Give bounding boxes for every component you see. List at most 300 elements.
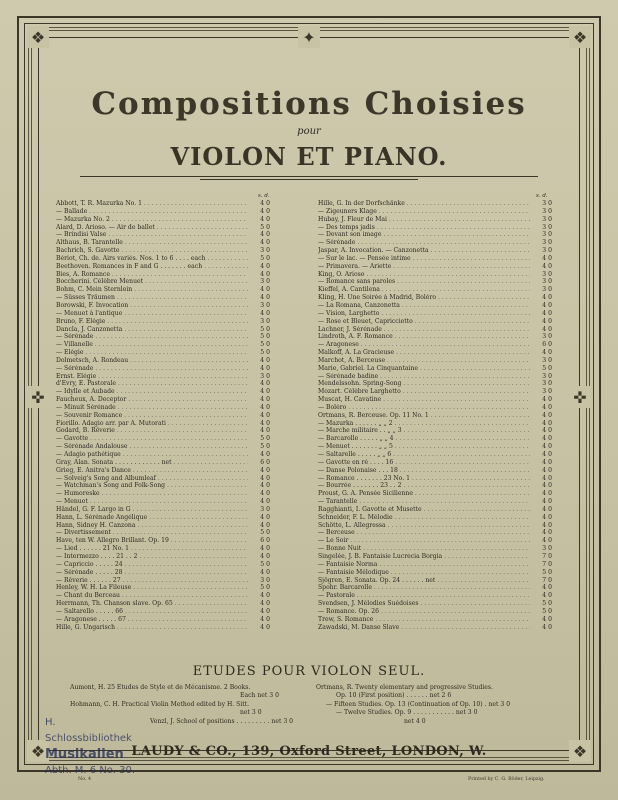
entry-title: — Aragonese . . . . . 67 . . . bbox=[56, 616, 248, 624]
catalog-entry bbox=[56, 357, 270, 365]
catalog-entry bbox=[56, 577, 270, 585]
entry-price: 4 0 bbox=[260, 380, 270, 388]
catalog-entry bbox=[318, 443, 552, 451]
entry-price: 4 0 bbox=[260, 615, 270, 623]
entry-title: Spohr. Barcarolle . . . bbox=[318, 584, 530, 592]
catalog-entry bbox=[56, 239, 270, 247]
catalog-entry bbox=[56, 608, 270, 616]
entry-price: 4 0 bbox=[260, 270, 270, 278]
entry-title: — Mazurka No. 2 . . . bbox=[56, 216, 248, 224]
catalog-entry bbox=[56, 255, 270, 263]
entry-price: 3 0 bbox=[542, 545, 552, 553]
entry-title: Borowski, F. Invocation . . . bbox=[56, 302, 248, 310]
entry-price: 4 0 bbox=[260, 200, 270, 207]
plate-number: No. 4 bbox=[78, 777, 92, 782]
catalog-entry bbox=[318, 420, 552, 428]
catalog-entry bbox=[56, 553, 270, 561]
entry-title: — Chant du Berceau . . . bbox=[56, 592, 248, 600]
catalog-entry bbox=[318, 569, 552, 577]
entry-price: 3 0 bbox=[542, 286, 552, 294]
catalog-entry bbox=[56, 545, 270, 553]
entry-price: 4 0 bbox=[542, 482, 552, 490]
currency-header-right: s. d. bbox=[536, 193, 548, 199]
catalog-entry bbox=[56, 514, 270, 522]
entry-price: 4 0 bbox=[260, 451, 270, 458]
entry-price: 4 0 bbox=[260, 286, 270, 294]
catalog-entry bbox=[56, 498, 270, 506]
catalog-entry bbox=[56, 592, 270, 600]
entry-title: — Lied . . . . . . 21 No. 1 . . . bbox=[56, 545, 248, 553]
entry-title: — Sérénade . . . bbox=[318, 239, 530, 247]
catalog-entry bbox=[56, 373, 270, 381]
etudes-line: net 4 0 bbox=[404, 718, 426, 725]
catalog-entry bbox=[56, 451, 270, 459]
entry-title: — Danse Polonaise . . . 18 . . . bbox=[318, 467, 530, 475]
entry-price: 4 0 bbox=[260, 388, 270, 396]
entry-title: — Le Soir . . . bbox=[318, 537, 530, 545]
page-title: Compositions Choisies bbox=[91, 86, 527, 122]
catalog-entry bbox=[318, 380, 552, 388]
entry-title: King, O. Arioso . . . bbox=[318, 271, 530, 279]
entry-price: 4 0 bbox=[542, 451, 552, 458]
entry-title: Henley, W. H. La Fileuse . . . bbox=[56, 584, 248, 592]
entry-title: Bohm, C. Mein Sternlein . . . bbox=[56, 286, 248, 294]
catalog-entry bbox=[318, 286, 552, 294]
catalog-entry bbox=[56, 459, 270, 467]
entry-title: — Sérénade . . . bbox=[56, 333, 248, 341]
catalog-entry bbox=[318, 467, 552, 475]
catalog-entry bbox=[318, 545, 552, 553]
catalog-entry bbox=[56, 302, 270, 310]
entry-price: 4 0 bbox=[260, 513, 270, 521]
entry-title: — Menuet . . . . . . . „ „ 5 . . . bbox=[318, 443, 530, 451]
entry-price: 4 0 bbox=[260, 427, 270, 435]
entry-title: Svendsen, J. Mélodies Suédoises . . . bbox=[318, 600, 530, 608]
etudes-line: — Fifteen Studies. Op. 13 (Continuation of Op. 10) . net 3 0 bbox=[326, 701, 511, 708]
catalog-entry bbox=[318, 427, 552, 435]
entry-title: — Romance. Op. 26 . . . bbox=[318, 608, 530, 616]
catalog-entry bbox=[56, 506, 270, 514]
entry-title: — Saltarello . . . . . 66 . . . bbox=[56, 608, 248, 616]
catalog-entry bbox=[56, 624, 270, 632]
entry-price: 3 0 bbox=[542, 215, 552, 223]
catalog-entry bbox=[318, 294, 552, 302]
catalog-right-column bbox=[318, 200, 552, 631]
entry-title: Alard, D. Arioso. — Air de ballet . . . bbox=[56, 224, 248, 232]
entry-title: Hann, L. Sérénade Angélique . . . bbox=[56, 514, 248, 522]
entry-price: 5 0 bbox=[260, 254, 270, 262]
stamp-line: Musikalien bbox=[45, 747, 124, 762]
entry-title: — Souvenir Romance . . . bbox=[56, 412, 248, 420]
catalog-entry bbox=[56, 326, 270, 334]
entry-title: Singelée, J. B. Fantaisie Lucrecia Borgia . . . bbox=[318, 553, 530, 561]
catalog-entry bbox=[56, 349, 270, 357]
entry-title: Godard, B. Rêverie . . . bbox=[56, 427, 248, 435]
entry-price: 4 0 bbox=[260, 294, 270, 302]
entry-title: — Idylle et Aubade . . . bbox=[56, 388, 248, 396]
entry-title: — Intermezzo . . . . 21 . . 2 . . . bbox=[56, 553, 248, 561]
entry-title: — Brindisi Valse . . . bbox=[56, 231, 248, 239]
entry-price: 4 0 bbox=[542, 592, 552, 600]
entry-price: 4 0 bbox=[542, 458, 552, 466]
catalog-entry bbox=[318, 600, 552, 608]
entry-title: Dolmetsch, A. Rondeau . . . bbox=[56, 357, 248, 365]
catalog-entry bbox=[318, 373, 552, 381]
catalog-entry bbox=[56, 208, 270, 216]
entry-price: 7 0 bbox=[542, 560, 552, 568]
entry-title: — Mazurka . . . . . . „ „ 2 . . . bbox=[318, 420, 530, 428]
entry-price: 4 0 bbox=[260, 262, 270, 270]
catalog-entry bbox=[56, 310, 270, 318]
entry-price: 4 0 bbox=[260, 207, 270, 215]
entry-price: 6 0 bbox=[260, 537, 270, 545]
catalog-entry bbox=[318, 514, 552, 522]
entry-title: — Sérénade . . . bbox=[56, 365, 248, 373]
entry-price: 4 0 bbox=[542, 537, 552, 545]
catalog-entry bbox=[56, 537, 270, 545]
entry-title: — Villanelle . . . bbox=[56, 341, 248, 349]
entry-title: Schneider, F. L. Mélodie . . . bbox=[318, 514, 530, 522]
catalog-entry bbox=[318, 506, 552, 514]
entry-price: 5 0 bbox=[542, 607, 552, 615]
entry-title: — La Romana, Canzonetta . . . bbox=[318, 302, 530, 310]
entry-price: 3 0 bbox=[542, 356, 552, 364]
entry-price: 3 0 bbox=[542, 223, 552, 231]
entry-price: 4 0 bbox=[260, 607, 270, 615]
entry-title: Ortmans, R. Berceuse. Op. 11 No. 1 . . . bbox=[318, 412, 530, 420]
entry-price: 4 0 bbox=[542, 396, 552, 404]
entry-price: 7 0 bbox=[542, 552, 552, 560]
entry-price: 4 0 bbox=[260, 466, 270, 474]
entry-title: — Süsses Träumen . . . bbox=[56, 294, 248, 302]
entry-title: — Des temps jadis . . . bbox=[318, 224, 530, 232]
catalog-entry bbox=[318, 231, 552, 239]
entry-price: 4 0 bbox=[542, 466, 552, 474]
top-ornament-icon: ✦ bbox=[298, 26, 320, 48]
title-pour: pour bbox=[297, 126, 321, 137]
entry-price: 3 0 bbox=[260, 317, 270, 325]
entry-price: 4 0 bbox=[542, 294, 552, 302]
entry-title: Sjögren, E. Sonata. Op. 24 . . . . . . net . . . bbox=[318, 577, 530, 585]
catalog-entry bbox=[318, 357, 552, 365]
catalog-entry bbox=[56, 294, 270, 302]
catalog-entry bbox=[318, 490, 552, 498]
etudes-heading: ETUDES POUR VIOLON SEUL. bbox=[192, 664, 426, 679]
entry-price: 4 0 bbox=[542, 427, 552, 435]
entry-title: — Tarantelle . . . bbox=[318, 498, 530, 506]
entry-title: Proust, G. A. Pensée Sicilienne . . . bbox=[318, 490, 530, 498]
catalog-entry bbox=[56, 420, 270, 428]
catalog-entry bbox=[56, 200, 270, 208]
catalog-entry bbox=[318, 388, 552, 396]
catalog-entry bbox=[318, 365, 552, 373]
entry-price: 3 0 bbox=[260, 576, 270, 584]
entry-title: — Primavera. — Ariette . . . bbox=[318, 263, 530, 271]
catalog-entry bbox=[318, 435, 552, 443]
entry-title: — Bourrée . . . . . . . 23 . . 2 . . . bbox=[318, 482, 530, 490]
catalog-entry bbox=[56, 388, 270, 396]
entry-price: 4 0 bbox=[542, 474, 552, 482]
catalog-entry bbox=[318, 616, 552, 624]
etudes-line: Hohmann, C. H. Practical Violin Method edited by H. Sitt. bbox=[70, 701, 250, 708]
entry-title: Bruno, F. Elégie . . . bbox=[56, 318, 248, 326]
catalog-entry bbox=[318, 247, 552, 255]
entry-price: 3 0 bbox=[542, 278, 552, 286]
entry-title: Zawadski, M. Danse Slave . . . bbox=[318, 624, 530, 632]
divider bbox=[200, 179, 418, 180]
entry-title: — Rêverie . . . . . . 27 . . . bbox=[56, 577, 248, 585]
catalog-entry bbox=[318, 404, 552, 412]
entry-price: 3 0 bbox=[542, 200, 552, 207]
catalog-entry bbox=[318, 396, 552, 404]
catalog-entry bbox=[56, 396, 270, 404]
entry-price: 3 0 bbox=[542, 270, 552, 278]
entry-price: 5 0 bbox=[260, 443, 270, 451]
side-ornament-icon: ✜ bbox=[27, 386, 49, 408]
entry-title: Abbott, T. R. Mazurka No. 1 . . . bbox=[56, 200, 248, 208]
entry-title: Muscat, H. Cavatine . . . bbox=[318, 396, 530, 404]
entry-title: Herrmann, Th. Chanson slave. Op. 65 . . . bbox=[56, 600, 248, 608]
catalog-entry bbox=[56, 616, 270, 624]
entry-title: Lachner, J. Sérénade . . . bbox=[318, 326, 530, 334]
entry-price: 3 0 bbox=[542, 372, 552, 380]
catalog-entry bbox=[318, 255, 552, 263]
entry-title: Althaus, B. Tarantelle . . . bbox=[56, 239, 248, 247]
entry-title: — Minuit Sérénade . . . bbox=[56, 404, 248, 412]
entry-price: 4 0 bbox=[260, 239, 270, 247]
catalog-entry bbox=[56, 600, 270, 608]
entry-price: 3 0 bbox=[542, 207, 552, 215]
catalog-entry bbox=[56, 404, 270, 412]
entry-price: 4 0 bbox=[542, 490, 552, 498]
entry-title: — Capriccio . . . . . 24 . . . bbox=[56, 561, 248, 569]
entry-price: 4 0 bbox=[260, 215, 270, 223]
entry-price: 5 0 bbox=[260, 325, 270, 333]
entry-price: 4 0 bbox=[542, 254, 552, 262]
entry-title: Mozart. Célèbre Larghetto . . . bbox=[318, 388, 530, 396]
catalog-left-column bbox=[56, 200, 270, 631]
entry-title: — Sur le lac. — Pensée intime . . . bbox=[318, 255, 530, 263]
catalog-entry bbox=[56, 286, 270, 294]
catalog-entry bbox=[56, 333, 270, 341]
catalog-entry bbox=[318, 318, 552, 326]
entry-title: — Romance sans paroles . . . bbox=[318, 278, 530, 286]
catalog-entry bbox=[318, 341, 552, 349]
entry-price: 5 0 bbox=[260, 529, 270, 537]
page-subtitle: VIOLON ET PIANO. bbox=[170, 142, 448, 171]
catalog-entry bbox=[318, 561, 552, 569]
entry-price: 4 0 bbox=[542, 419, 552, 427]
catalog-entry bbox=[56, 263, 270, 271]
entry-price: 4 0 bbox=[542, 443, 552, 451]
entry-title: — Elégie . . . bbox=[56, 349, 248, 357]
entry-price: 5 0 bbox=[542, 364, 552, 372]
entry-title: Bies, A. Romance . . . bbox=[56, 271, 248, 279]
catalog-entry bbox=[318, 537, 552, 545]
catalog-entry bbox=[318, 577, 552, 585]
entry-price: 4 0 bbox=[542, 325, 552, 333]
corner-ornament-icon: ❖ bbox=[569, 26, 591, 48]
entry-price: 4 0 bbox=[542, 505, 552, 513]
catalog-entry bbox=[56, 271, 270, 279]
entry-price: 3 0 bbox=[542, 388, 552, 396]
entry-price: 3 0 bbox=[260, 372, 270, 380]
entry-title: — Fantaisie Norma . . . bbox=[318, 561, 530, 569]
corner-ornament-icon: ❖ bbox=[569, 740, 591, 762]
entry-price: 4 0 bbox=[542, 521, 552, 529]
entry-price: 4 0 bbox=[260, 521, 270, 529]
catalog-entry bbox=[318, 263, 552, 271]
entry-title: Kieffel, A. Cantilena . . . bbox=[318, 286, 530, 294]
entry-price: 5 0 bbox=[542, 600, 552, 608]
entry-price: 4 0 bbox=[260, 552, 270, 560]
etudes-line: Venzl, J. School of positions . . . . . . . . . net 3 0 bbox=[150, 718, 294, 725]
entry-price: 4 0 bbox=[260, 623, 270, 631]
entry-title: — Adagio pathétique . . . bbox=[56, 451, 248, 459]
stamp-line: H. Schlossbibliothek bbox=[45, 717, 132, 744]
entry-price: 3 0 bbox=[542, 231, 552, 239]
library-stamp bbox=[45, 715, 141, 776]
catalog-entry bbox=[318, 584, 552, 592]
entry-price: 4 0 bbox=[260, 490, 270, 498]
entry-title: Grieg, E. Anitra's Dance . . . bbox=[56, 467, 248, 475]
catalog-entry bbox=[56, 529, 270, 537]
entry-title: — Pastorale . . . bbox=[318, 592, 530, 600]
entry-price: 4 0 bbox=[260, 568, 270, 576]
entry-price: 5 0 bbox=[260, 341, 270, 349]
catalog-entry bbox=[56, 561, 270, 569]
entry-price: 3 0 bbox=[542, 247, 552, 255]
catalog-entry bbox=[318, 200, 552, 208]
entry-price: 4 0 bbox=[260, 474, 270, 482]
entry-price: 4 0 bbox=[260, 396, 270, 404]
entry-title: — Berceuse . . . bbox=[318, 529, 530, 537]
entry-price: 4 0 bbox=[260, 231, 270, 239]
entry-title: Mendelssohn. Spring-Song . . . bbox=[318, 380, 530, 388]
entry-price: 4 0 bbox=[542, 411, 552, 419]
entry-price: 6 0 bbox=[542, 341, 552, 349]
publisher-address: LAUDY & CO., 139, Oxford Street, LONDON, W. bbox=[131, 744, 487, 759]
entry-title: Fiorillo. Adagio arr. par A. Mutorati . . . bbox=[56, 420, 248, 428]
entry-title: Bériot, Ch. de. Airs variés. Nos. 1 to 6 . . . . each . . . bbox=[56, 255, 248, 263]
entry-title: Faucheux, A. Deceptor . . . bbox=[56, 396, 248, 404]
catalog-entry bbox=[318, 326, 552, 334]
entry-price: 4 0 bbox=[260, 482, 270, 490]
catalog-entry bbox=[318, 278, 552, 286]
catalog-entry bbox=[318, 224, 552, 232]
entry-price: 4 0 bbox=[260, 364, 270, 372]
entry-title: — Bonne Nuit . . . bbox=[318, 545, 530, 553]
catalog-entry bbox=[318, 412, 552, 420]
entry-title: — Devant son image . . . bbox=[318, 231, 530, 239]
entry-price: 4 0 bbox=[260, 592, 270, 600]
entry-title: Hille, G. In der Dorfschänke . . . bbox=[318, 200, 530, 208]
entry-price: 4 0 bbox=[542, 309, 552, 317]
catalog-entry bbox=[318, 529, 552, 537]
entry-title: Hann, Sidney H. Canzona . . . bbox=[56, 522, 248, 530]
entry-price: 3 0 bbox=[260, 301, 270, 309]
entry-title: — Solveig's Song and Albumleaf . . . bbox=[56, 475, 248, 483]
entry-title: — Menuet . . . bbox=[56, 498, 248, 506]
catalog-entry bbox=[56, 490, 270, 498]
entry-price: 6 0 bbox=[260, 458, 270, 466]
entry-price: 3 0 bbox=[542, 333, 552, 341]
entry-price: 4 0 bbox=[542, 317, 552, 325]
catalog-entry bbox=[56, 467, 270, 475]
currency-header-left: s. d. bbox=[258, 193, 270, 199]
catalog-entry bbox=[318, 310, 552, 318]
entry-price: 5 0 bbox=[542, 568, 552, 576]
etudes-line: Each net 3 0 bbox=[240, 692, 279, 699]
entry-title: — Saltarelle . . . . . „ „ 6 . . . bbox=[318, 451, 530, 459]
entry-price: 5 0 bbox=[260, 560, 270, 568]
entry-price: 3 0 bbox=[260, 505, 270, 513]
entry-title: — Ballade . . . bbox=[56, 208, 248, 216]
catalog-entry bbox=[56, 522, 270, 530]
entry-price: 4 0 bbox=[542, 262, 552, 270]
entry-price: 4 0 bbox=[260, 403, 270, 411]
etudes-line: Aumont, H. 25 Etudes de Style et de Mécanisme. 2 Books. bbox=[70, 684, 251, 691]
etudes-line: net 3 0 bbox=[240, 709, 262, 716]
entry-title: — Gavotte . . . bbox=[56, 435, 248, 443]
entry-title: — Humoreske . . . bbox=[56, 490, 248, 498]
catalog-entry bbox=[318, 239, 552, 247]
catalog-entry bbox=[56, 278, 270, 286]
catalog-entry bbox=[318, 592, 552, 600]
entry-title: — Romance . . . . . . . 23 No. 1 . . . bbox=[318, 475, 530, 483]
etudes-line: — Twelve Studies. Op. 9 . . . . . . . . . . . net 3 0 bbox=[336, 709, 478, 716]
entry-price: 5 0 bbox=[260, 349, 270, 357]
catalog-entry bbox=[318, 498, 552, 506]
entry-price: 4 0 bbox=[260, 411, 270, 419]
entry-title: — Aragonese . . . bbox=[318, 341, 530, 349]
entry-price: 4 0 bbox=[542, 513, 552, 521]
catalog-entry bbox=[56, 341, 270, 349]
entry-price: 5 0 bbox=[260, 435, 270, 443]
entry-title: — Gavotte en ré . . . . 16 . . . bbox=[318, 459, 530, 467]
entry-price: 3 0 bbox=[260, 247, 270, 255]
entry-price: 4 0 bbox=[542, 529, 552, 537]
entry-title: Lindroth, A. F. Romance . . . bbox=[318, 333, 530, 341]
entry-title: Marie, Gabriel. La Cinquantaine . . . bbox=[318, 365, 530, 373]
catalog-entry bbox=[56, 435, 270, 443]
catalog-entry bbox=[56, 231, 270, 239]
entry-title: — Sérénade Andalouse . . . bbox=[56, 443, 248, 451]
side-ornament-icon: ✜ bbox=[569, 386, 591, 408]
entry-title: Hubay, J. Fleur de Mai . . . bbox=[318, 216, 530, 224]
entry-price: 4 0 bbox=[542, 584, 552, 592]
catalog-entry bbox=[318, 475, 552, 483]
entry-title: Beethoven. Romances in F and G . . . . . . . each . . . bbox=[56, 263, 248, 271]
entry-title: — Boléro . . . bbox=[318, 404, 530, 412]
divider bbox=[80, 176, 538, 177]
catalog-entry bbox=[56, 443, 270, 451]
entry-price: 4 0 bbox=[260, 498, 270, 506]
entry-title: Gray, Alan. Sonata . . . . . . . . . . . . net . . . bbox=[56, 459, 248, 467]
entry-title: — Barcarolle . . . . . „ „ 4 . . . bbox=[318, 435, 530, 443]
entry-price: 7 0 bbox=[542, 576, 552, 584]
catalog-entry bbox=[56, 224, 270, 232]
entry-title: — Sérénade . . . . . 28 . . . bbox=[56, 569, 248, 577]
corner-ornament-icon: ❖ bbox=[27, 740, 49, 762]
catalog-entry bbox=[318, 333, 552, 341]
entry-price: 5 0 bbox=[260, 333, 270, 341]
entry-price: 5 0 bbox=[260, 584, 270, 592]
entry-price: 4 0 bbox=[542, 623, 552, 631]
entry-title: — Vision, Larghetto . . . bbox=[318, 310, 530, 318]
catalog-entry bbox=[318, 349, 552, 357]
entry-title: Dancla, J. Canzonetta . . . bbox=[56, 326, 248, 334]
